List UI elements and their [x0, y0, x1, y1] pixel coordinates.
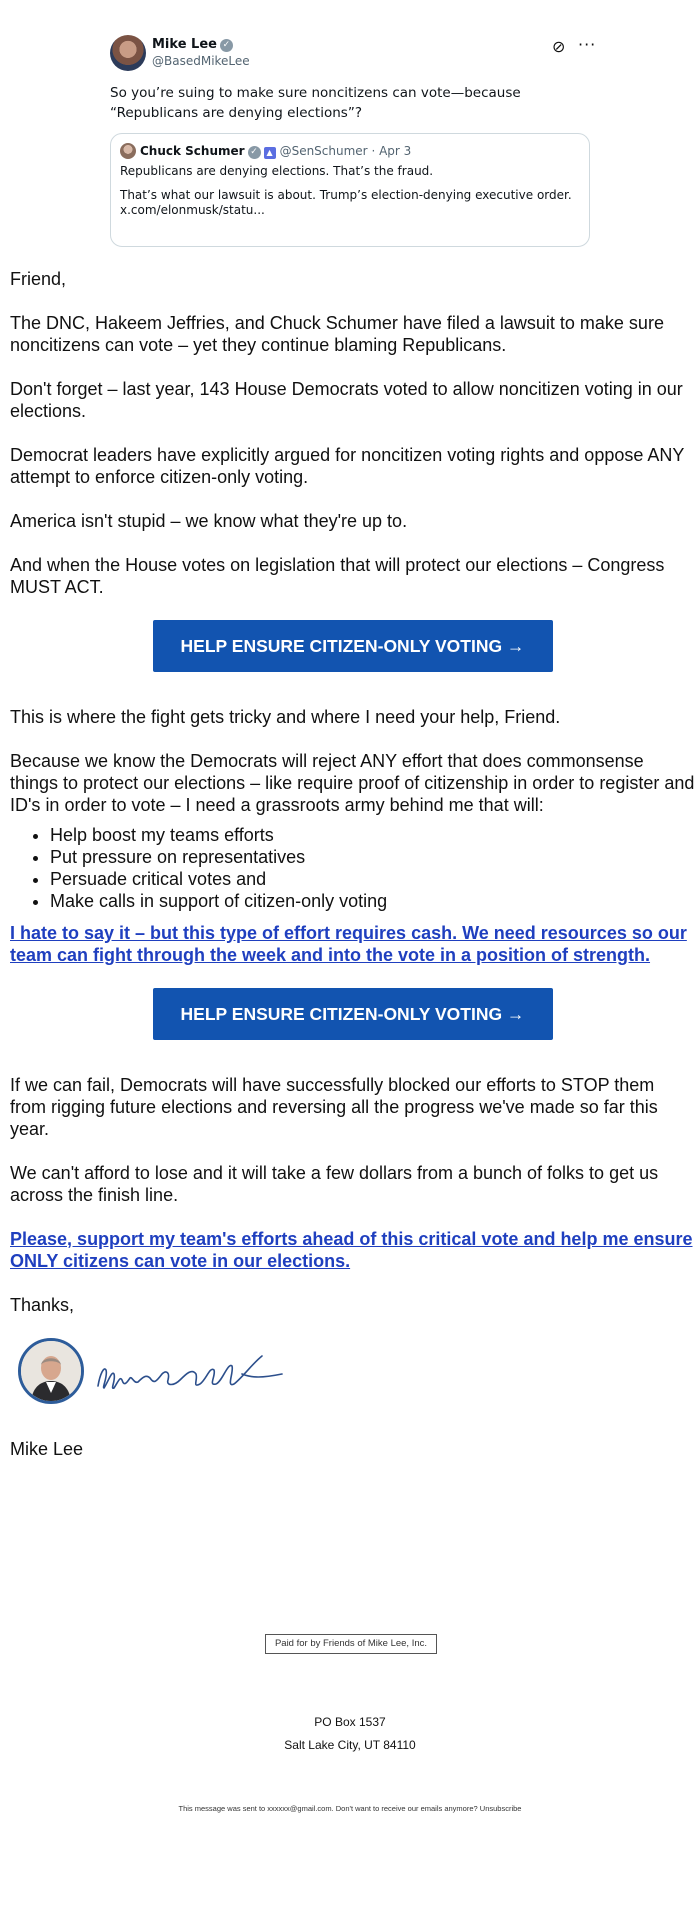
- quoted-author: Chuck Schumer ✓ ▲ @SenSchumer · Apr 3: [140, 144, 412, 158]
- donate-link-1[interactable]: I hate to say it – but this type of effort requires cash. We need resources so our team can fight through the week and into the vote in a position of strength.: [10, 923, 687, 965]
- quoted-link[interactable]: x.com/elonmusk/statu...: [120, 203, 265, 217]
- grok-icon[interactable]: ⊘: [552, 37, 566, 56]
- cta-wrapper-2: [10, 988, 695, 1040]
- greeting: Friend,: [10, 269, 67, 289]
- paragraph-8: If we can fail, Democrats will have successfully blocked our efforts to STOP them from rigging future elections and reversing all the progress we've made so far this year.: [10, 1075, 658, 1139]
- quoted-author-avatar: [120, 143, 136, 159]
- paragraph-7: Because we know the Democrats will reject ANY effort that does commonsense things to protect our elections – like require proof of citizenship in order to register and ID's in order to vote – I need a grassroots army behind me that will:: [10, 751, 695, 815]
- verified-badge-icon: ✓: [248, 146, 261, 159]
- address-line-2: Salt Lake City, UT 84110: [284, 1738, 416, 1752]
- bullet-list: [10, 824, 695, 912]
- cta-button-1[interactable]: HELP ENSURE CITIZEN-ONLY VOTING →: [153, 620, 553, 672]
- paragraph-2: Don't forget – last year, 143 House Democrats voted to allow noncitizen voting in our elections.: [10, 379, 683, 421]
- cta-wrapper-1: [10, 620, 695, 672]
- paragraph-1: The DNC, Hakeem Jeffries, and Chuck Schumer have filed a lawsuit to make sure noncitizens can vote – yet they continue blaming Republicans.: [10, 313, 664, 355]
- donate-link-2[interactable]: Please, support my team's efforts ahead of this critical vote and help me ensure ONLY citizens can vote in our elections.: [10, 1229, 693, 1271]
- list-item: • Persuade critical votes and: [50, 868, 695, 890]
- list-item: • Put pressure on representatives: [50, 846, 695, 868]
- paragraph-3: Democrat leaders have explicitly argued for noncitizen voting rights and oppose ANY attempt to enforce citizen-only voting.: [10, 445, 685, 487]
- quoted-author-handle: @SenSchumer · Apr 3: [279, 144, 412, 158]
- quoted-tweet[interactable]: [110, 133, 590, 247]
- quoted-tweet-text: [120, 164, 580, 218]
- quoted-line-2: That’s what our lawsuit is about. Trump’s election-denying executive order.: [120, 188, 572, 202]
- email-body: [10, 268, 695, 1482]
- paragraph-4: America isn't stupid – we know what they're up to.: [10, 511, 408, 531]
- tweet-author-name[interactable]: Mike Lee ✓: [152, 37, 233, 52]
- signer-name: Mike Lee: [10, 1439, 84, 1459]
- handwritten-signature: [92, 1344, 292, 1404]
- more-options-icon[interactable]: ···: [578, 35, 597, 54]
- unsubscribe-notice: [0, 1804, 700, 1813]
- tweet-header: [100, 25, 600, 75]
- signature-block: [10, 1338, 695, 1428]
- paragraph-9: We can't afford to lose and it will take a few dollars from a bunch of folks to get us across the finish line.: [10, 1163, 659, 1205]
- tweet-author-handle[interactable]: @BasedMikeLee: [152, 54, 250, 68]
- cta-button-2[interactable]: HELP ENSURE CITIZEN-ONLY VOTING →: [153, 988, 553, 1040]
- tweet-text: So you’re suing to make sure noncitizens can vote—because “Republicans are denying elections”?: [110, 85, 521, 121]
- address-line-1: PO Box 1537: [314, 1715, 386, 1729]
- paragraph-5: And when the House votes on legislation that will protect our elections – Congress MUST ACT.: [10, 555, 665, 597]
- author-avatar[interactable]: [110, 35, 146, 71]
- list-item: • Help boost my teams efforts: [50, 824, 695, 846]
- signer-photo: [18, 1338, 84, 1404]
- embedded-tweet[interactable]: [100, 25, 600, 250]
- sent-to-text: This message was sent to xxxxxx@gmail.com. Don't want to receive our emails anymore?: [178, 1804, 478, 1813]
- paragraph-6: This is where the fight gets tricky and where I need your help, Friend.: [10, 707, 561, 727]
- unsubscribe-link[interactable]: Unsubscribe: [479, 1804, 522, 1813]
- government-badge-icon: ▲: [264, 147, 276, 159]
- verified-badge-icon: ✓: [220, 39, 233, 52]
- paid-for-disclaimer: Paid for by Friends of Mike Lee, Inc.: [265, 1634, 437, 1654]
- quoted-line-1: Republicans are denying elections. That’s the fraud.: [120, 164, 434, 178]
- signoff: Thanks,: [10, 1295, 75, 1315]
- list-item: • Make calls in support of citizen-only voting: [50, 890, 695, 912]
